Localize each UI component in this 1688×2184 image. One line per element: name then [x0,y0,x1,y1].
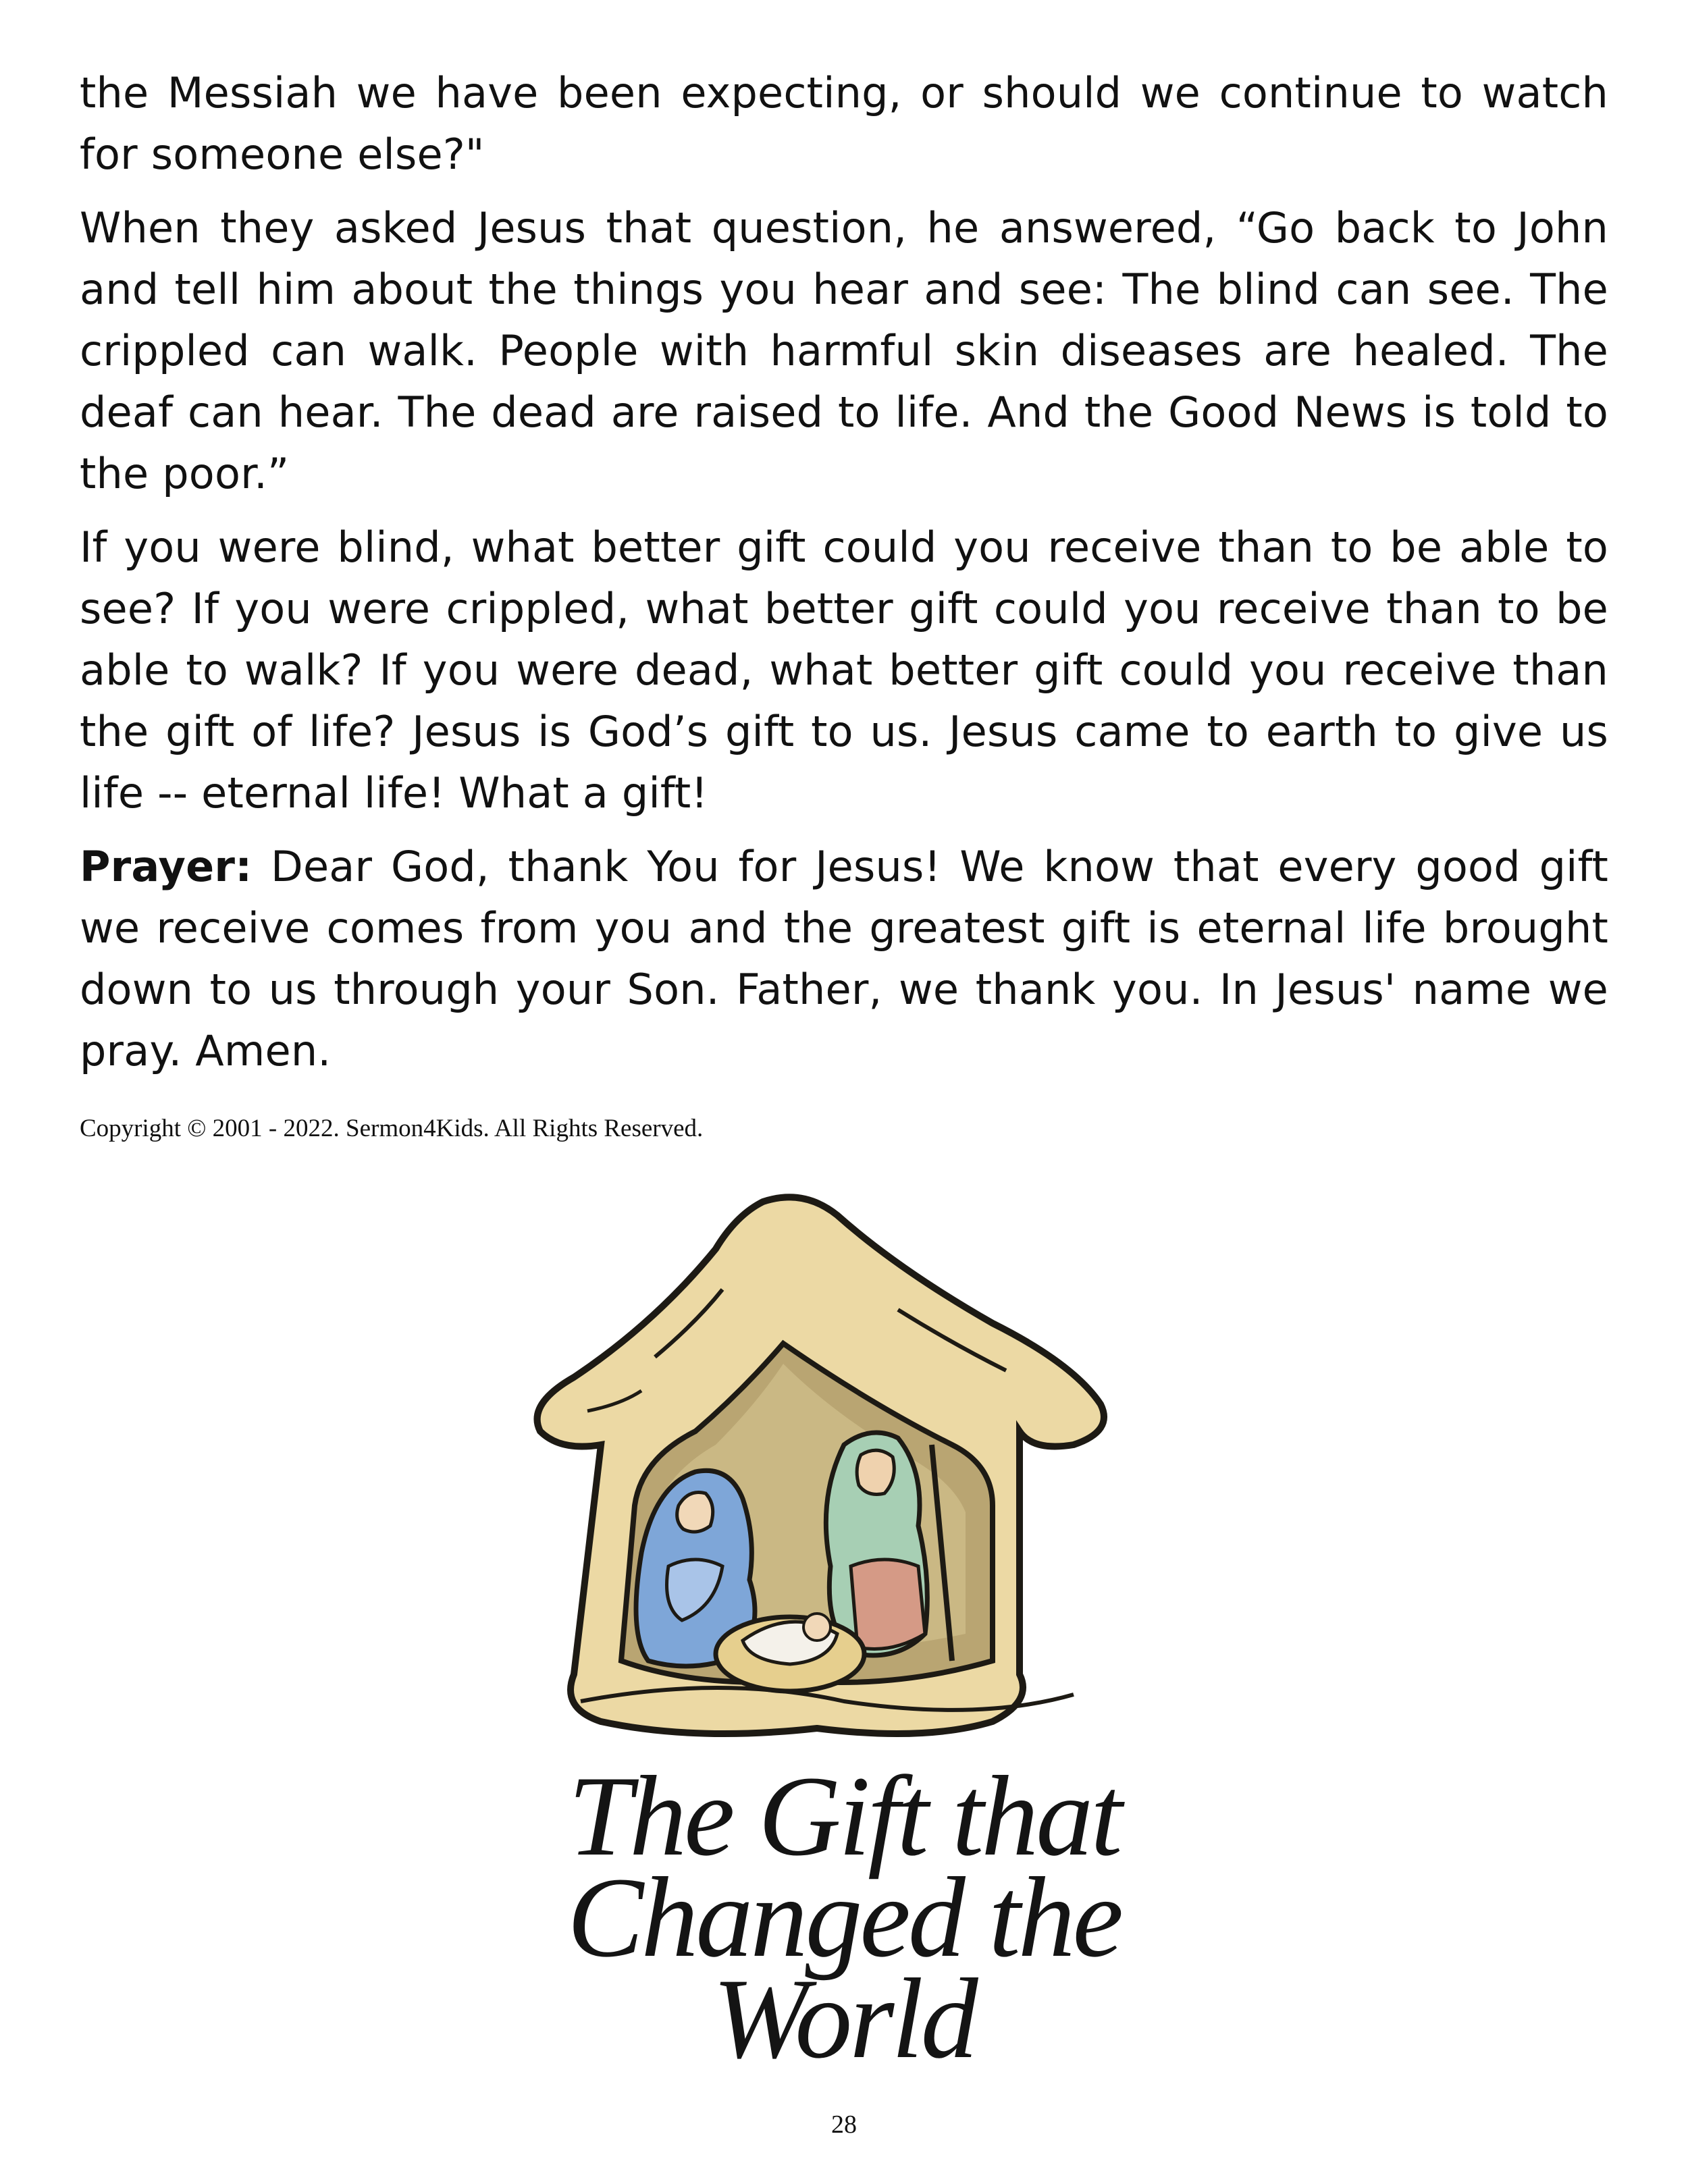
manger-baby [716,1614,864,1691]
logo-title-line-2: Changed the World [566,1854,1122,2082]
paragraph-better-gift: If you were blind, what better gift could you receive than to be able to see? If you were crippled, what better gift could you receive than to be able to walk? If you were dead, what better gift could you receive than the gift of life? Jesus is God’s gift to us. Jesus came to earth to give us life -- eternal life! What a gift! [80,523,1608,818]
copyright-notice: Copyright © 2001 - 2022. Sermon4Kids. All Rights Reserved. [80,1115,704,1142]
prayer-paragraph [80,836,1608,1082]
page-number: 28 [831,2110,857,2139]
prayer-label: Prayer: [80,842,253,891]
prayer-text: Dear God, thank You for Jesus! We know that every good gift we receive comes from you and the greatest gift is eternal life brought down to us through your Son. Father, we thank you. In Jesus' name we pray. Amen. [80,842,1608,1075]
paragraph-messiah: the Messiah we have been expecting, or should we continue to watch for someone else?" [80,68,1608,179]
nativity-stable-drawing [520,1188,1168,1749]
paragraph-jesus-answer: When they asked Jesus that question, he answered, “Go back to John and tell him about the things you hear and see: The blind can see. The crippled can walk. People with harmful skin diseases are healed. The deaf can hear. The dead are raised to life. And the Good News is told to the poor.” [80,203,1608,498]
nativity-illustration [520,1188,1168,1749]
logo-title-line-1: The Gift that [568,1753,1120,1880]
page-body [80,62,1608,1094]
